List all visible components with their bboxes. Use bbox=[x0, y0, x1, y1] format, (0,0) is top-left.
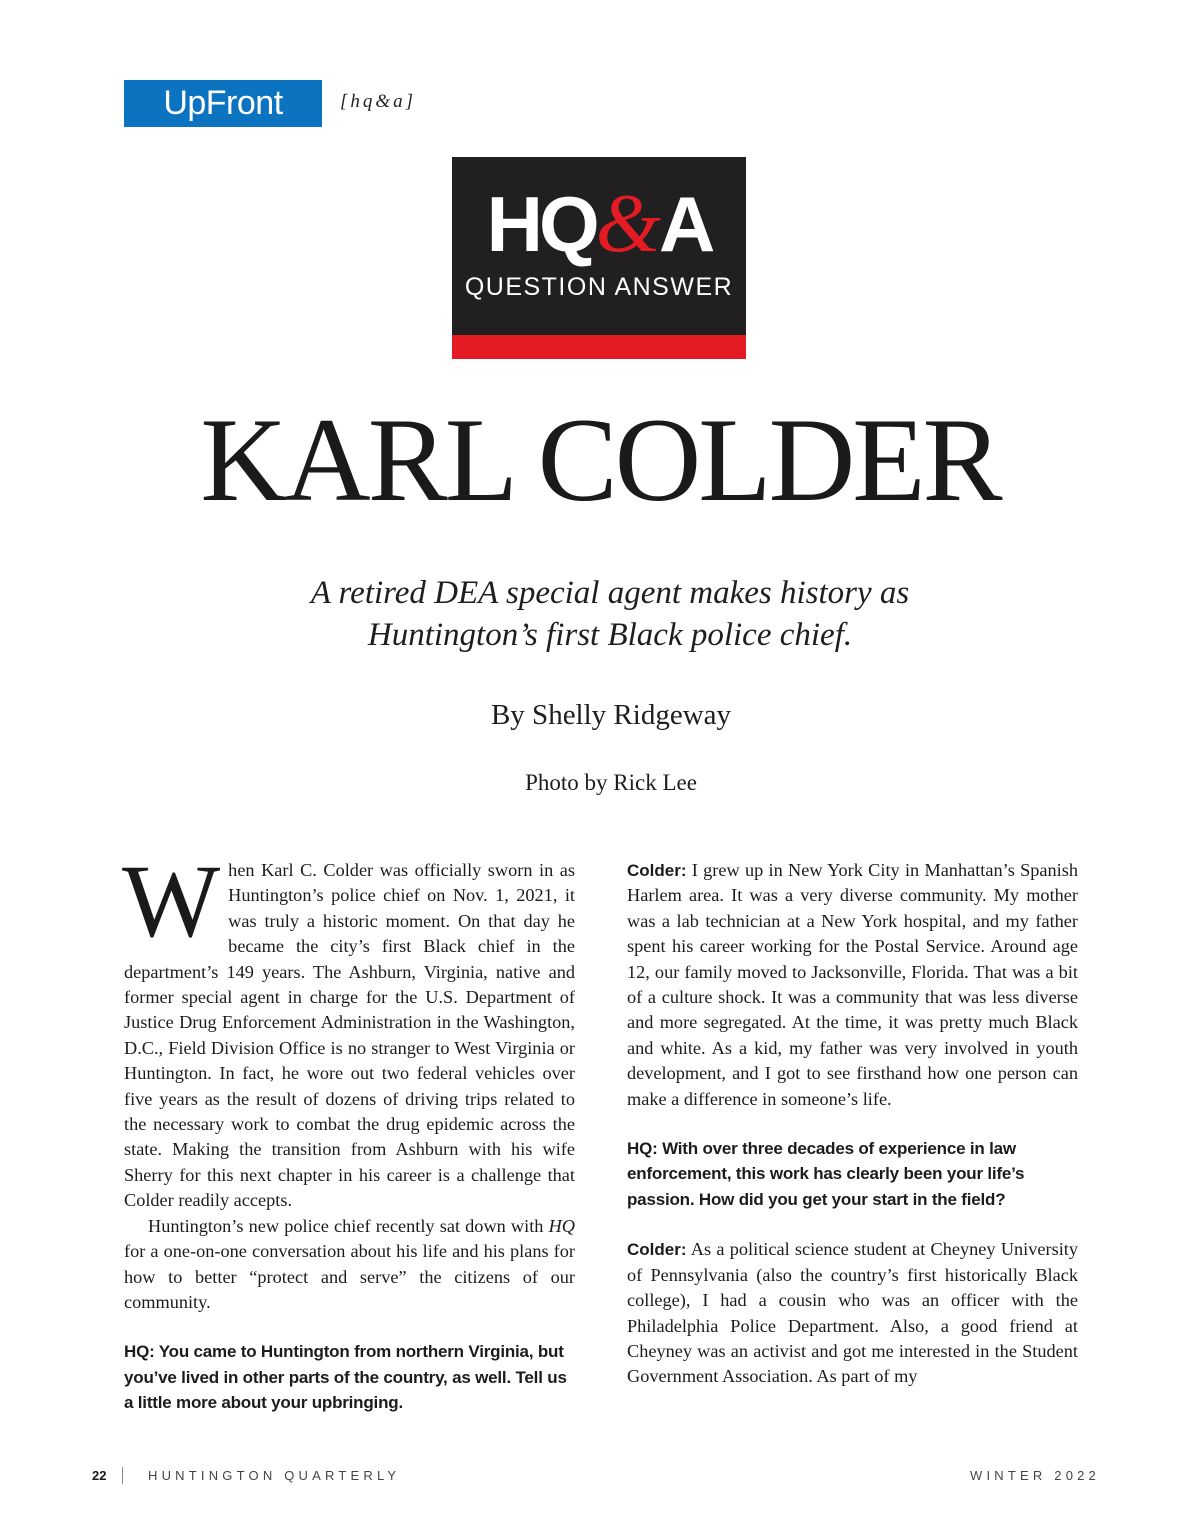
dek-line-2: Huntington’s first Black police chief. bbox=[367, 617, 853, 653]
intro-text-2b: for a one-on-one conversation about his life and his plans for how to better “protect and serve” the citizens of our community. bbox=[124, 1241, 575, 1312]
hqa-logo bbox=[452, 157, 746, 359]
footer-divider bbox=[122, 1467, 123, 1484]
article-dek bbox=[200, 572, 1020, 656]
page-number: 22 bbox=[92, 1468, 107, 1483]
answer-1-speaker: Colder: bbox=[627, 861, 687, 880]
question-2: HQ: With over three decades of experience in law enforcement, this work has clearly been your life’s passion. How did you get your start in the field? bbox=[627, 1139, 1025, 1209]
intro-text-1: hen Karl C. Colder was officially sworn in as Huntington’s police chief on Nov. 1, 2021, it was truly a historic moment. On that day he became the city’s first Black chief in the department’s 149 years. The Ashburn, Virginia, native and former special agent in charge for the U.S. Department of Justice Drug Enforcement Administration in the Washington, D.C., Field Division Office is no stranger to West Virginia or Huntington. In fact, he wore out two federal vehicles over five years as the result of dozens of driving trips related to the necessary work to combat the drug epidemic across the state. Making the transition from Ashburn with his wife Sherry for this next chapter in his career is a challenge that Colder readily accepts. bbox=[124, 860, 575, 1211]
drop-cap: W bbox=[122, 844, 221, 959]
logo-a: A bbox=[659, 180, 712, 268]
intro-paragraph-1 bbox=[122, 844, 575, 1214]
answer-2 bbox=[627, 1237, 1078, 1389]
answer-1 bbox=[627, 858, 1078, 1112]
answer-2-text: As a political science student at Cheyney University of Pennsylvania (also the country’s first historically Black college), I had a cousin who was an officer with the Philadelphia Police Department. Also, a good friend at Cheyney was an activist and got me interested in the Student Government Association. As part of my bbox=[627, 1239, 1078, 1387]
publication-name: HUNTINGTON QUARTERLY bbox=[148, 1468, 401, 1483]
photo-credit: Photo by Rick Lee bbox=[525, 770, 697, 795]
logo-wordmark bbox=[452, 179, 746, 269]
answer-1-text: I grew up in New York City in Manhattan’s Spanish Harlem area. It was a very diverse community. My mother was a lab technician at a New York hospital, and my father spent his career working for the Postal Service. Around age 12, our family moved to Jacksonville, Florida. That was a bit of a culture shock. It was a community that was less diverse and more segregated. At the time, it was pretty much Black and white. As a kid, my father was very involved in youth development, and I got to see firsthand how one person can make a difference in someone’s life. bbox=[627, 860, 1078, 1109]
logo-hq: HQ bbox=[486, 180, 596, 268]
answer-2-speaker: Colder: bbox=[627, 1240, 687, 1260]
logo-red-bar bbox=[452, 335, 746, 359]
intro-text-2-italic: HQ bbox=[548, 1215, 575, 1236]
page-footer bbox=[0, 1468, 1200, 1488]
byline: By Shelly Ridgeway bbox=[490, 699, 732, 731]
issue-date: WINTER 2022 bbox=[969, 1468, 1100, 1483]
logo-ampersand: & bbox=[595, 177, 659, 270]
article-column-left bbox=[122, 844, 575, 1441]
article-column-right bbox=[627, 858, 1078, 1390]
intro-text-2a: Huntington’s new police chief recently sat down with bbox=[148, 1215, 549, 1236]
section-tab-upfront: UpFront bbox=[124, 80, 322, 127]
section-tag: [hq&a] bbox=[340, 91, 417, 112]
intro-paragraph-2 bbox=[124, 1214, 575, 1316]
question-1: HQ: You came to Huntington from northern Virginia, but you’ve lived in other parts of the country, as well. Tell us a little more about your upbringing. bbox=[124, 1342, 567, 1413]
logo-subtitle: QUESTION ANSWER bbox=[464, 273, 734, 301]
article-headline: KARL COLDER bbox=[200, 393, 1000, 526]
dek-line-1: A retired DEA special agent makes history as bbox=[310, 575, 910, 611]
